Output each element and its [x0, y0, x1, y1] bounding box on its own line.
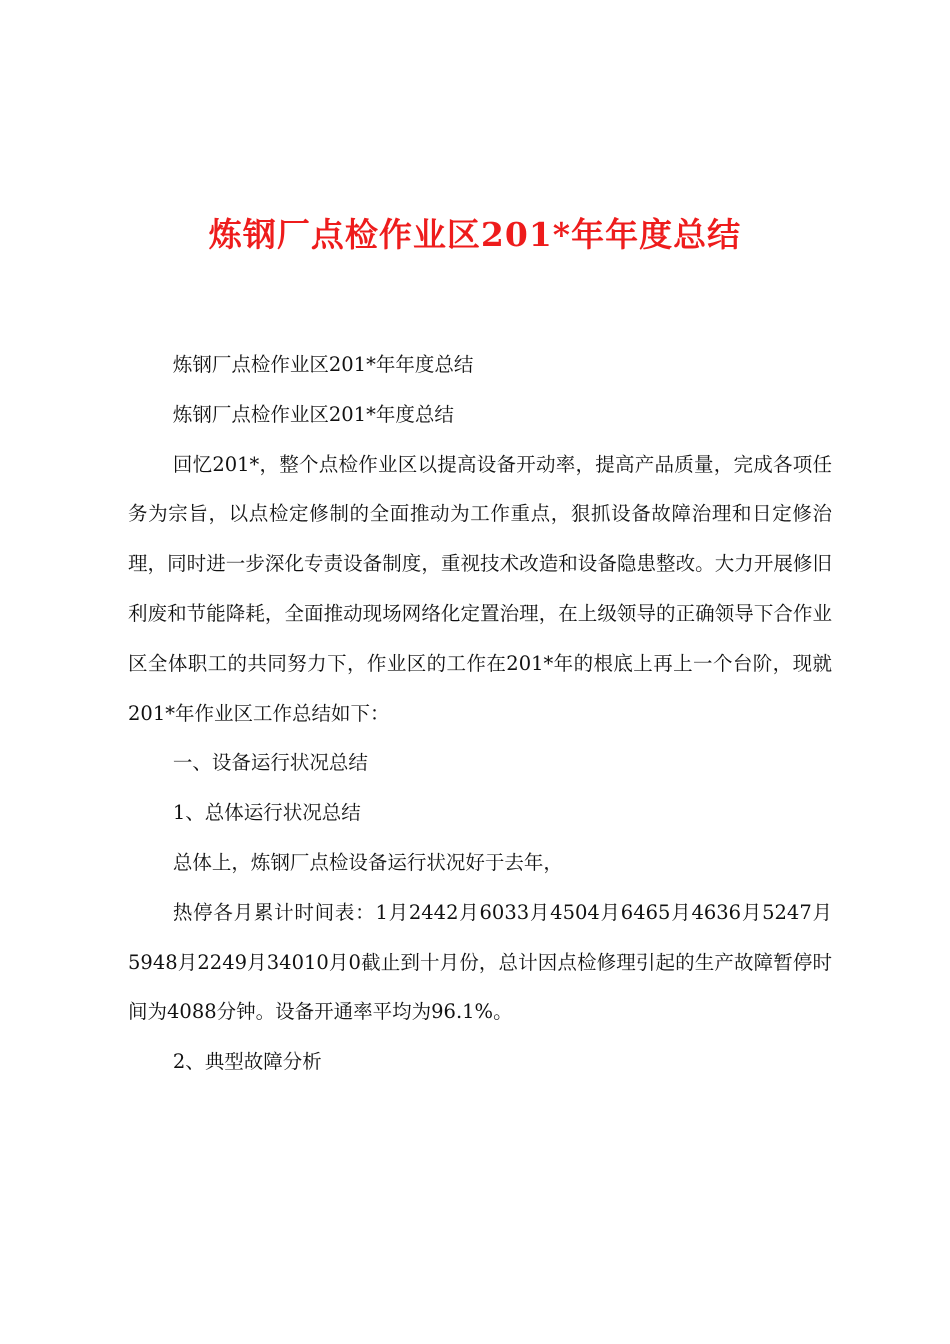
- paragraph-overall: 总体上，炼钢厂点检设备运行状况好于去年，: [172, 850, 563, 874]
- document-body: [128, 340, 832, 1087]
- subsection-heading-2: 2、典型故障分析: [172, 1050, 322, 1074]
- document-title: 炼钢厂点检作业区201*年年度总结: [208, 215, 742, 254]
- paragraph-subtitle-1: 炼钢厂点检作业区201*年年度总结: [172, 353, 474, 376]
- paragraph-subtitle-2: 炼钢厂点检作业区201*年度总结: [172, 402, 454, 426]
- paragraph-review: 回忆201*，整个点检作业区以提高设备开动率，提高产品质量，完成各项任务为宗旨，以点检定修制的全面推动为工作重点，狠抓设备故障治理和日定修治理，同时进一步深化专责设备制度，重视技术改造和设备隐患整改。大力开展修旧利废和节能降耗，全面推动现场网络化定置治理，在上级领导的正确领导下合作业区全体职工的共同努力下，作业区的工作在201*年的根底上再上一个台阶，现就201*年作业区工作总结如下：: [128, 452, 832, 725]
- subsection-heading-1: 1、总体运行状况总结: [172, 801, 361, 825]
- section-heading-1: 一、设备运行状况总结: [172, 751, 368, 775]
- paragraph-downtime: 热停各月累计时间表：1月2442月6033月4504月6465月4636月5247月5948月2249月34010月0截止到十月份，总计因点检修理引起的生产故障暂停时间为4088分钟。设备开通率平均为96.1%。: [128, 900, 832, 1024]
